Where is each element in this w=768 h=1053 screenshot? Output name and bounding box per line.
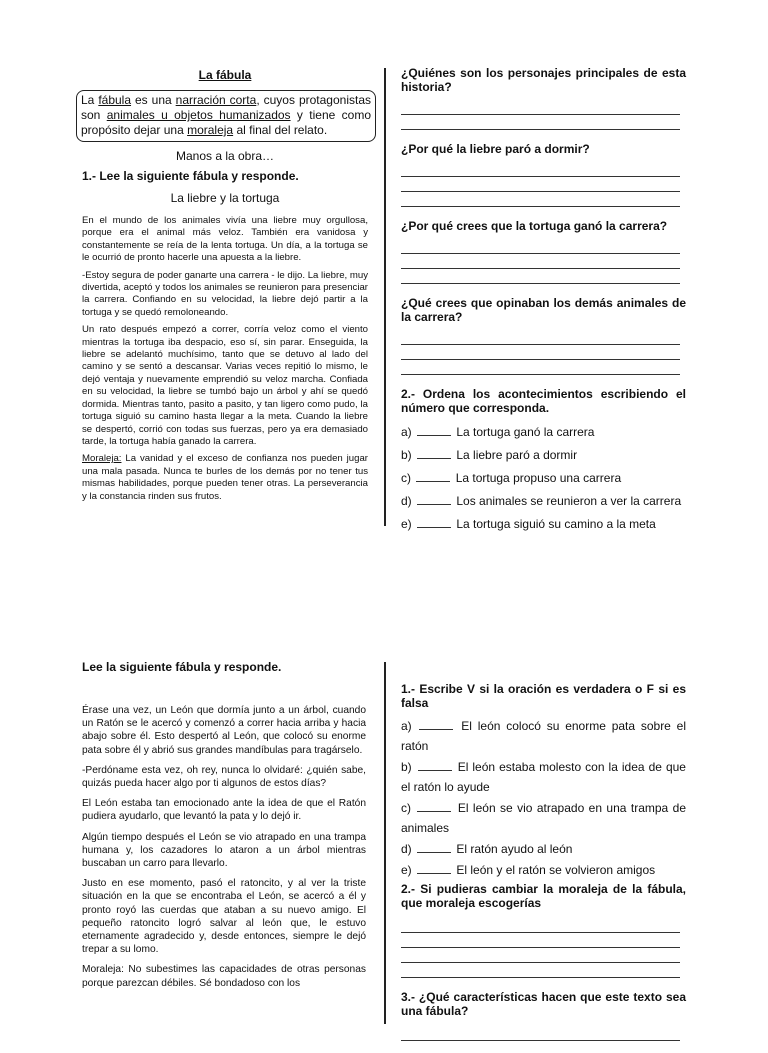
answer-line[interactable] — [401, 330, 680, 345]
item-letter: e) — [401, 517, 412, 531]
question-2: ¿Por qué la liebre paró a dormir? — [401, 142, 590, 156]
answer-line[interactable] — [401, 254, 680, 269]
answer-blank[interactable] — [417, 516, 451, 528]
section2-heading: Lee la siguiente fábula y responde. — [82, 660, 282, 674]
answer-line[interactable] — [401, 269, 680, 284]
item-text: El león colocó su enorme pata sobre el ratón — [401, 719, 686, 753]
story-paragraph: Érase una vez, un León que dormía junto a un árbol, cuando un Ratón se le acercó y comenzó a correr hacia arriba y hacia abajo sobre él. Esto despertó al León, que colocó su enorme pata sobre él y abrió sus grandes mandíbulas para tragárselo. — [82, 705, 366, 756]
column-divider-top — [384, 68, 386, 526]
answer-line[interactable] — [401, 162, 680, 177]
order-item — [401, 447, 686, 462]
item-letter: c) — [401, 471, 411, 485]
answer-line[interactable] — [401, 100, 680, 115]
tf-instruction: 1.- Escribe V si la oración es verdadera o F si es falsa — [401, 682, 686, 710]
item-letter: a) — [401, 719, 412, 733]
answer-blank[interactable] — [418, 759, 452, 771]
item-text: La tortuga ganó la carrera — [456, 425, 595, 439]
item-letter: b) — [401, 760, 412, 774]
definition-text: y tiene como propósito dejar una — [81, 108, 371, 137]
answer-line[interactable] — [401, 918, 680, 933]
order-item — [401, 424, 686, 439]
item-text: La tortuga propuso una carrera — [455, 471, 622, 485]
answer-blank[interactable] — [417, 424, 451, 436]
tf-item — [401, 860, 686, 880]
answer-line[interactable] — [401, 115, 680, 130]
story-paragraph: -Perdóname esta vez, oh rey, nunca lo olvidaré: ¿quién sabe, quizás pueda hacer algo por ti algunos de estos días? — [82, 764, 366, 790]
story-paragraph: Algún tiempo después el León se vio atrapado en una trampa humana y, los cazadores lo ataron a un árbol mientras buscaban un carro para llevarlo. — [82, 831, 366, 870]
story-paragraph: -Estoy segura de poder ganarte una carrera - le dijo. La liebre, muy divertida, aceptó y todos los animales se reunieron para presenciar la carrera. Confiando en su velocidad, la liebre dejó partir a la tortuga y se quedó remoloneando. — [82, 269, 368, 318]
question-3: 3.- ¿Qué características hacen que este texto sea una fábula? — [401, 990, 686, 1018]
order-item — [401, 470, 686, 485]
column-divider-bottom — [384, 662, 386, 1024]
item-letter: a) — [401, 425, 412, 439]
answer-line[interactable] — [401, 1026, 680, 1041]
item-text: La liebre paró a dormir — [456, 448, 578, 462]
item-letter: b) — [401, 448, 412, 462]
definition-term: moraleja — [187, 123, 234, 137]
answer-line[interactable] — [401, 192, 680, 207]
moral-label: Moraleja: — [82, 453, 122, 465]
answer-blank[interactable] — [417, 447, 451, 459]
answer-blank[interactable] — [417, 800, 451, 812]
bottom-right-column — [401, 682, 686, 1053]
page-title: La fábula — [198, 68, 252, 82]
order-instruction: 2.- Ordena los acontecimientos escribiendo el número que corresponda. — [401, 387, 686, 415]
item-text: El león estaba molesto con la idea de que el ratón lo ayude — [401, 760, 686, 794]
tf-item — [401, 757, 686, 797]
answer-blank[interactable] — [417, 862, 451, 874]
question-1: ¿Quiénes son los personajes principales de esta historia? — [401, 66, 686, 94]
question-3: ¿Por qué crees que la tortuga ganó la carrera? — [401, 219, 668, 233]
definition-term: animales u objetos humanizados — [106, 108, 291, 122]
instruction-1: 1.- Lee la siguiente fábula y responde. — [82, 169, 299, 183]
item-letter: e) — [401, 863, 412, 877]
answer-line[interactable] — [401, 963, 680, 978]
item-text: Los animales se reunieron a ver la carrera — [456, 494, 682, 508]
definition-text: , cuyos protagonistas son — [81, 93, 371, 122]
item-letter: c) — [401, 801, 411, 815]
definition-text: al final del relato. — [233, 123, 328, 137]
order-item — [401, 516, 686, 531]
answer-line[interactable] — [401, 345, 680, 360]
story-paragraph: Justo en ese momento, pasó el ratoncito, y al ver la triste situación en la que se encontraba el León, se acercó a él y pronto royó las cuerdas que ataban a su nuevo amigo. El pequeño ratoncito logró salvar al león que, le estuvo eternamente agradecido y, desde entonces, siempre le dejó trepar a su lomo. — [82, 878, 366, 956]
question-4: ¿Qué crees que opinaban los demás animales de la carrera? — [401, 296, 686, 324]
definition-term: narración corta — [175, 93, 257, 107]
answer-line[interactable] — [401, 360, 680, 375]
item-letter: d) — [401, 842, 412, 856]
answer-line[interactable] — [401, 177, 680, 192]
answer-lines[interactable] — [401, 1026, 686, 1041]
story-paragraph: En el mundo de los animales vivía una liebre muy orgullosa, porque era el animal más veloz. También era vanidosa y constantemente se reía de la lenta tortuga. Un día, a la tortuga se le ocurrió de pronto hacerle una apuesta a la liebre. — [82, 215, 368, 264]
answer-line[interactable] — [401, 239, 680, 254]
tf-item — [401, 716, 686, 756]
answer-line[interactable] — [401, 948, 680, 963]
order-item — [401, 493, 686, 508]
tf-item — [401, 839, 686, 859]
item-text: El ratón ayudo al león — [456, 842, 573, 856]
definition-text: es una — [131, 93, 176, 107]
definition-box — [76, 90, 376, 142]
definition-term: fábula — [98, 93, 132, 107]
subtitle: Manos a la obra… — [175, 149, 275, 163]
answer-lines[interactable] — [401, 162, 686, 207]
item-text: El león se vio atrapado en una trampa de animales — [401, 801, 686, 835]
answer-blank[interactable] — [417, 841, 451, 853]
answer-blank[interactable] — [419, 718, 453, 730]
answer-lines[interactable] — [401, 918, 686, 978]
answer-blank[interactable] — [417, 493, 451, 505]
question-2: 2.- Si pudieras cambiar la moraleja de la fábula, que moraleja escogerías — [401, 882, 686, 910]
answer-lines[interactable] — [401, 100, 686, 130]
definition-text: La — [81, 93, 99, 107]
answer-line[interactable] — [401, 933, 680, 948]
story-title: La liebre y la tortuga — [170, 191, 280, 205]
bottom-left-column — [82, 660, 366, 997]
answer-lines[interactable] — [401, 330, 686, 375]
moral-text: La vanidad y el exceso de confianza nos pueden jugar una mala pasada. Nunca te burles de los demás por no tener tus mismas habilidades, porque pueden tener otras. La perseverancia y la constancia rinden sus frutos. — [82, 453, 368, 502]
tf-item — [401, 798, 686, 838]
top-right-column — [401, 66, 686, 539]
item-text: El león y el ratón se volvieron amigos — [456, 863, 656, 877]
item-text: La tortuga siguió su camino a la meta — [456, 517, 656, 531]
moral-paragraph: Moraleja: No subestimes las capacidades de otras personas porque parezcan débiles. Sé bondadoso con los — [82, 964, 366, 989]
story-paragraph: El León estaba tan emocionado ante la idea de que el Ratón pudiera ayudarlo, que levantó la pata y lo dejó ir. — [82, 798, 366, 823]
answer-blank[interactable] — [416, 470, 450, 482]
top-left-column — [81, 64, 371, 508]
item-letter: d) — [401, 494, 412, 508]
moral-paragraph — [82, 453, 368, 503]
answer-lines[interactable] — [401, 239, 686, 284]
story-paragraph: Un rato después empezó a correr, corría veloz como el viento mientras la tortuga iba despacio, eso sí, sin parar. Enseguida, la liebre se adelantó muchísimo, tanto que se detuvo al lado del camino y se sentó a descansar. Varias veces repitió lo mismo, le dejó ventaja y nuevamente emprendió su veloz marcha. Confiada en su velocidad, la liebre se tumbó bajo un árbol y ahí se quedó dormida. Mientras tanto, pasito a pasito, y tan ligero como pudo, la tortuga siguió su camino hasta llegar a la meta. Cuando la liebre se despertó, corrió con todas sus fuerzas, pero ya era demasiado tarde, la tortuga había ganado la carrera. — [82, 324, 368, 447]
